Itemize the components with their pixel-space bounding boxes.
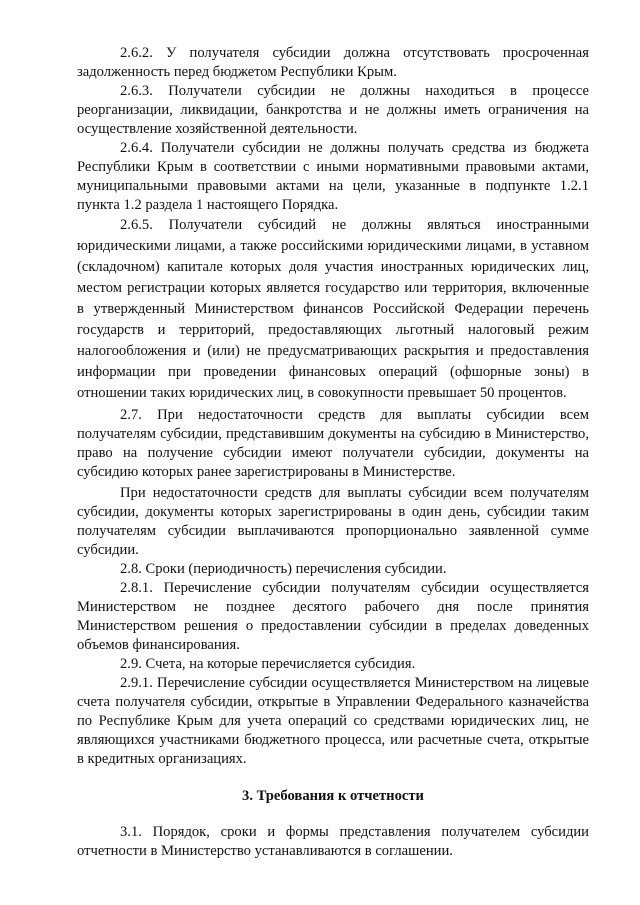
paragraph-2-9: 2.9. Счета, на которые перечисляется субсидия. xyxy=(120,656,416,672)
paragraph-3-1: 3.1. Порядок, сроки и формы представления получателем субсидии отчетности в Министерство устанавливаются в соглашении. xyxy=(77,824,589,859)
document-body xyxy=(77,44,589,861)
paragraph-2-8: 2.8. Сроки (периодичность) перечисления субсидии. xyxy=(120,561,447,577)
paragraph-2-8-1: 2.8.1. Перечисление субсидии получателям субсидии осуществляется Министерством не позднее десятого рабочего дня после принятия Министерством решения о предоставлении субсидии в пределах доведенных объемов финансирования. xyxy=(77,580,589,653)
paragraph-2-7: 2.7. При недостаточности средств для выплаты субсидии всем получателям субсидии, представившим документы на субсидию в Министерство, право на получение субсидии имеют получатели субсидии, документы на субсидию которых ранее зарегистрированы в Министерстве. xyxy=(77,407,589,480)
paragraph-2-7-continued: При недостаточности средств для выплаты субсидии всем получателям субсидии, документы которых зарегистрированы в один день, субсидии таким получателям субсидии выплачиваются пропорционально заявленной сумме субсидии. xyxy=(77,485,589,558)
paragraph-2-6-4: 2.6.4. Получатели субсидии не должны получать средства из бюджета Республики Крым в соответствии с иными нормативными правовыми актами, муниципальными правовыми актами на цели, указанные в подпункте 1.2.1 пункта 1.2 раздела 1 настоящего Порядка. xyxy=(77,140,589,213)
section-heading: 3. Требования к отчетности xyxy=(242,788,424,804)
paragraph-2-9-1: 2.9.1. Перечисление субсидии осуществляется Министерством на лицевые счета получателя субсидии, открытые в Управлении Федерального казначейства по Республике Крым для учета операций со средствами юридических лиц, не являющихся участниками бюджетного процесса, или расчетные счета, открытые в кредитных организациях. xyxy=(77,675,589,767)
paragraph-2-6-5: 2.6.5. Получатели субсидий не должны являться иностранными юридическими лицами, а также российскими юридическими лицами, в уставном (складочном) капитале которых доля участия иностранных юридических лиц, местом регистрации которых является государство или территория, включенные в утвержденный Министерством финансов Российской Федерации перечень государств и территорий, предоставляющих льготный налоговый режим налогообложения и (или) не предусматривающих раскрытия и предоставления информации при проведении финансовых операций (офшорные зоны) в отношении таких юридических лиц, в совокупности превышает 50 процентов. xyxy=(77,217,589,401)
paragraph-2-6-3: 2.6.3. Получатели субсидии не должны находиться в процессе реорганизации, ликвидации, банкротства и не должны иметь ограничения на осуществление хозяйственной деятельности. xyxy=(77,83,589,137)
paragraph-2-6-2: 2.6.2. У получателя субсидии должна отсутствовать просроченная задолженность перед бюджетом Республики Крым. xyxy=(77,45,589,80)
